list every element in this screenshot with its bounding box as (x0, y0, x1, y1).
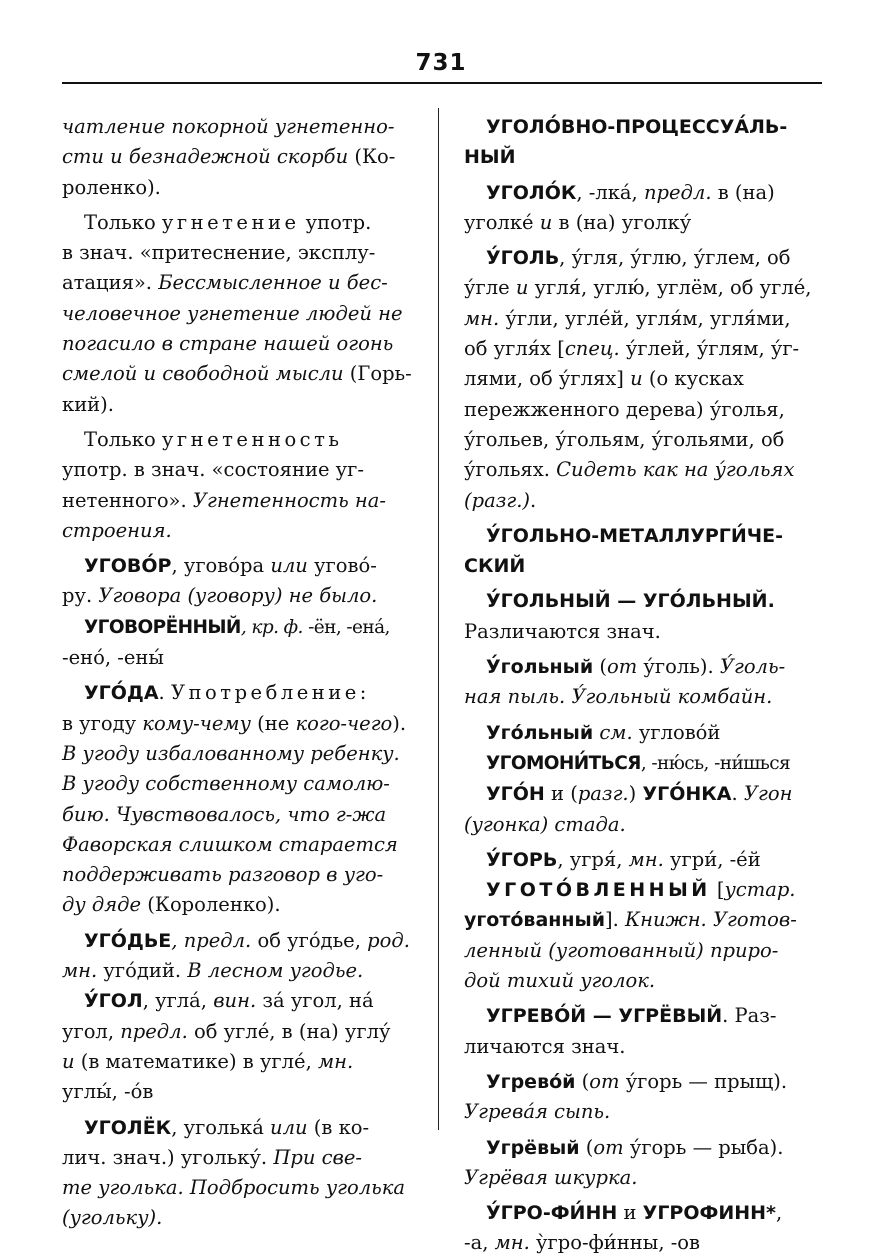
headword: УГО́ДА (84, 682, 159, 705)
entry-ugolny: У́ГОЛЬНЫЙ — УГО́ЛЬНЫЙ. Различаются знач. (464, 590, 775, 643)
entry-ugovor: УГОВО́Р, угово́ра или угово́- ру. Уговора (уговору) не было. (62, 554, 378, 608)
headword: УГО́ДЬЕ (84, 929, 172, 952)
entry-ugor: У́ГОРЬ, угря́, мн. угри́, -е́й (486, 847, 761, 871)
entry-ugolok: УГОЛО́К, -лка́, предл. в (на) уголке́ и в (на) уголку́ (464, 180, 775, 234)
headword: УГРЕВО́Й — УГРЁВЫЙ (486, 1005, 723, 1028)
usage-note-ugnetennost: Только угнетенность употр. в знач. «состояние уг- нетенного». Угнетенность на- строения. (62, 427, 386, 542)
headword: У́ГОЛЬНЫЙ — УГО́ЛЬНЫЙ (486, 590, 768, 613)
headword: УГОТО́ВЛЕННЫЙ (486, 879, 711, 902)
left-column (62, 112, 418, 1234)
entry-ugolny-2: Уго́льный см. углово́й (486, 720, 721, 744)
entry-ugrevoy: УГРЕВО́Й — УГРЁВЫЙ. Раз- личаются знач. (464, 1004, 777, 1058)
header-rule (62, 82, 822, 84)
headword: Угрево́й (486, 1070, 576, 1093)
entry-ugolny-1: У́гольный (от у́голь). У́голь- ная пыль. У́гольный комбайн. (464, 655, 786, 709)
entry-ugomonitsya: УГОМОНИ́ТЬСЯ, -ню́сь, -ни́шься (486, 752, 791, 774)
headword: УГОВО́Р (84, 555, 172, 578)
headword: УГОВОРЁННЫЙ (84, 616, 241, 638)
headword: У́ГРО-ФИ́НН (486, 1202, 618, 1225)
entry-ugodie: УГО́ДЬЕ, предл. об уго́дье, род. мн. уго́дий. В лесном угодье. (62, 928, 410, 983)
entry-ugolno-metallurgichesky: У́ГОЛЬНО-МЕТАЛЛУРГИ́ЧЕ- СКИЙ (464, 524, 784, 578)
entry-ugol: У́ГОЛ, угла́, вин. за́ угол, на́ угол, предл. об угле́, в (на) углу́ и (в математике) в угле́, мн. углы́, -о́в (62, 989, 391, 1104)
headword: Уго́льный (486, 721, 594, 744)
entry-continuation: чатление покорной угнетенно- сти и безнадежной скорби (Ко- роленко). (62, 115, 396, 199)
entry-ugon: УГО́Н и (разг.) УГО́НКА. Угон (угонка) стада. (464, 782, 793, 836)
entry-ugotovlenny: УГОТО́ВЛЕННЫЙ [устар. угото́ванный]. Книжн. Уготов- ленный (уготованный) приро- дой тихий уголок. (464, 878, 797, 993)
right-column (464, 112, 822, 1259)
page-number: 731 (415, 50, 467, 76)
entry-ugolek: УГОЛЁК, уголька́ или (в ко- лич. знач.) угольку́. При све- те уголька. Подбросить уголька (угольку). (62, 1115, 406, 1230)
headword: УГОЛО́ВНО-ПРОЦЕССУА́ЛЬ- (486, 116, 788, 138)
headword: У́гольный (486, 656, 594, 679)
headword: УГОЛЁК (84, 1116, 172, 1139)
entry-ugoda: УГО́ДА. Употребление: в угоду кому-чему (не кого-чего). В угоду избалованному ребенку. В угоду собственному самолю- бию. Чувствовалось, что г-жа Фаворская слишком старается поддерживать разговор в уго- ду дяде (Короленко). (62, 681, 407, 917)
headword: УГОЛО́К (486, 181, 577, 204)
entry-ugrevy-2: Угрёвый (от у́горь — рыба). Угрёвая шкурка. (464, 1135, 784, 1189)
headword: Угрёвый (486, 1136, 580, 1159)
entry-ugro-finn: У́ГРО-ФИ́НН и УГРОФИНН*, -а, мн. у̀гро-фи́нны, -ов (464, 1201, 783, 1255)
headword: УГОМОНИ́ТЬСЯ (486, 752, 641, 774)
headword: У́ГОЛЬ (486, 247, 560, 270)
headword: УГО́Н (486, 783, 545, 806)
headword: У́ГОЛЬНО-МЕТАЛЛУРГИ́ЧЕ- (486, 524, 784, 547)
headword: У́ГОЛ (84, 990, 143, 1013)
entry-ugol-coal: У́ГОЛЬ, у́гля, у́глю, у́глем, об у́гле и угля́, углю́, углём, об угле́, мн. у́гли, угле́й, угля́м, угля́ми, об угля́х [спец. у́глей, у́глям, у́г- лями, об у́глях] и (о кусках пережженного дерева) у́голья, у́гольев, у́гольям, у́гольями, об у́гольях. Сидеть как на у́гольях (разг.). (464, 246, 812, 512)
column-divider (438, 108, 439, 1130)
usage-note-ugnetenie: Только угнетение употр. в знач. «притеснение, эксплу- атация». Бессмысленное и бес- человечное угнетение людей не погасило в стране нашей огонь смелой и свободной мысли (Горь- кий). (62, 210, 412, 416)
headword: У́ГОРЬ (486, 848, 558, 871)
entry-ugolovno-processualny: УГОЛО́ВНО-ПРОЦЕССУА́ЛЬ- НЫЙ (464, 116, 788, 169)
entry-ugrevoy-1: Угрево́й (от у́горь — прыщ). Угрева́я сыпь. (464, 1069, 788, 1124)
entry-ugovorenny: УГОВОРЁННЫЙ, кр. ф. -ён, -ена́, -ено́, -ены́ (62, 616, 390, 670)
